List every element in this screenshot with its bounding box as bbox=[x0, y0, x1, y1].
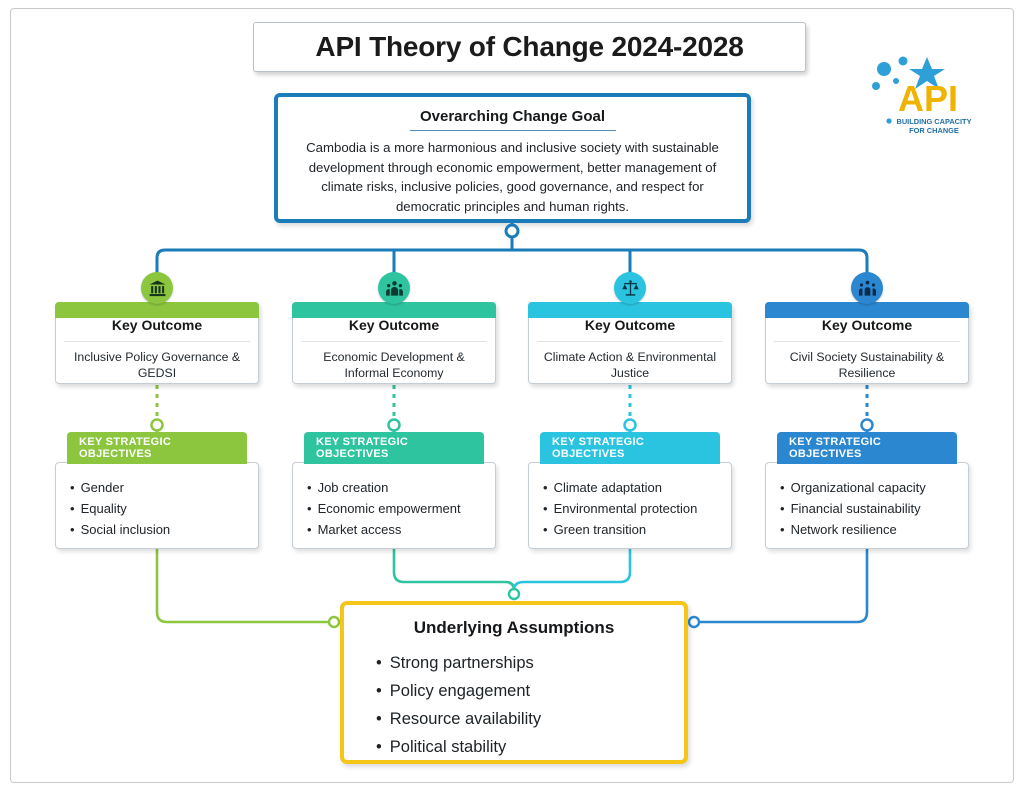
kso-heading-1: KEY STRATEGIC OBJECTIVES bbox=[79, 436, 172, 460]
outcome-card-3[interactable] bbox=[528, 302, 732, 384]
logo-tagline-1: BUILDING CAPACITY bbox=[896, 117, 972, 126]
community-people-icon bbox=[851, 272, 883, 304]
assumption-item: • Resource availability bbox=[376, 705, 684, 733]
kso-label-2 bbox=[304, 432, 484, 464]
kso-item: • Market access bbox=[307, 519, 495, 540]
outcome-subtitle-2: Economic Development & Informal Economy bbox=[323, 350, 465, 380]
kso-item: • Environmental protection bbox=[543, 498, 731, 519]
kso-label-1 bbox=[67, 432, 247, 464]
kso-box-1[interactable] bbox=[55, 462, 259, 549]
kso-item: • Job creation bbox=[307, 477, 495, 498]
outcome-card-2[interactable] bbox=[292, 302, 496, 384]
kso-item: • Equality bbox=[70, 498, 258, 519]
outcome-card-4[interactable] bbox=[765, 302, 969, 384]
outcome-rule-3 bbox=[537, 341, 723, 342]
api-logo bbox=[866, 55, 996, 137]
assumptions-heading: Underlying Assumptions bbox=[413, 618, 615, 637]
goal-heading: Overarching Change Goal bbox=[419, 108, 606, 125]
kso-label-3 bbox=[540, 432, 720, 464]
kso-box-2[interactable] bbox=[292, 462, 496, 549]
outcome-color-cap-4 bbox=[765, 302, 969, 318]
kso-heading-2: KEY STRATEGIC OBJECTIVES bbox=[316, 436, 409, 460]
kso-heading-4: KEY STRATEGIC OBJECTIVES bbox=[789, 436, 882, 460]
overarching-goal-box bbox=[274, 93, 751, 223]
outcome-subtitle-3: Climate Action & Environmental Justice bbox=[543, 350, 717, 380]
outcome-rule-1 bbox=[64, 341, 250, 342]
kso-box-4[interactable] bbox=[765, 462, 969, 549]
kso-item: • Financial sustainability bbox=[780, 498, 968, 519]
outcome-rule-4 bbox=[774, 341, 960, 342]
page-title: API Theory of Change 2024-2028 bbox=[315, 31, 744, 62]
kso-item: • Climate adaptation bbox=[543, 477, 731, 498]
kso-box-3[interactable] bbox=[528, 462, 732, 549]
outcome-label-1: Key Outcome bbox=[111, 317, 203, 333]
outcome-color-cap-2 bbox=[292, 302, 496, 318]
assumption-item: • Policy engagement bbox=[376, 677, 684, 705]
outcome-color-cap-3 bbox=[528, 302, 732, 318]
kso-item: • Network resilience bbox=[780, 519, 968, 540]
outcome-label-4: Key Outcome bbox=[821, 317, 913, 333]
goal-text: Cambodia is a more harmonious and inclusive society with sustainable development through economic empowerment, better management of climate risks, inclusive policies, good governance, and respect for democratic principles and human rights. bbox=[306, 140, 719, 214]
diagram-title-box bbox=[253, 22, 806, 72]
kso-heading-3: KEY STRATEGIC OBJECTIVES bbox=[552, 436, 645, 460]
kso-item: • Economic empowerment bbox=[307, 498, 495, 519]
government-building-icon bbox=[141, 272, 173, 304]
kso-item: • Organizational capacity bbox=[780, 477, 968, 498]
outcome-rule-2 bbox=[301, 341, 487, 342]
outcome-color-cap-1 bbox=[55, 302, 259, 318]
people-group-icon bbox=[378, 272, 410, 304]
outcome-subtitle-4: Civil Society Sustainability & Resilience bbox=[789, 350, 945, 380]
kso-item: • Gender bbox=[70, 477, 258, 498]
goal-heading-rule bbox=[410, 130, 616, 131]
logo-tagline-2: FOR CHANGE bbox=[909, 126, 959, 135]
outcome-label-3: Key Outcome bbox=[584, 317, 676, 333]
outcome-subtitle-1: Inclusive Policy Governance & GEDSI bbox=[73, 350, 241, 380]
logo-wordmark: API bbox=[897, 78, 959, 119]
assumption-item: • Political stability bbox=[376, 733, 684, 761]
underlying-assumptions-box[interactable] bbox=[340, 601, 688, 764]
assumptions-list bbox=[344, 649, 684, 761]
outcome-card-1[interactable] bbox=[55, 302, 259, 384]
kso-item: • Green transition bbox=[543, 519, 731, 540]
assumption-item: • Strong partnerships bbox=[376, 649, 684, 677]
scales-balance-icon bbox=[614, 272, 646, 304]
kso-item: • Social inclusion bbox=[70, 519, 258, 540]
kso-label-4 bbox=[777, 432, 957, 464]
outcome-label-2: Key Outcome bbox=[348, 317, 440, 333]
